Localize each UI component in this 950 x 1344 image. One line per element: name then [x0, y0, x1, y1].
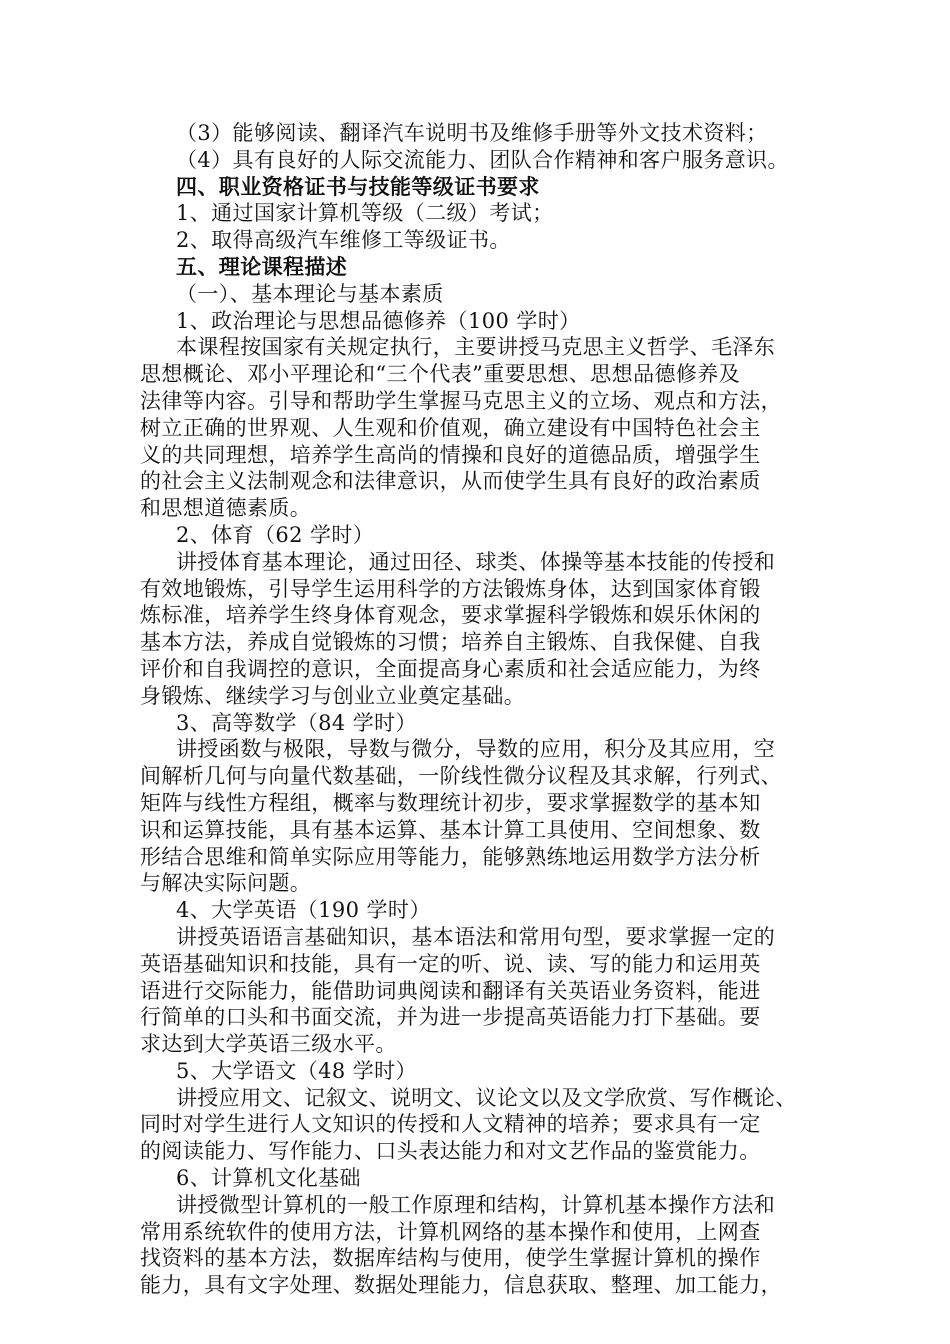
text-line: 找资料的基本方法，数据库结构与使用，使学生掌握计算机的操作	[140, 1246, 761, 1271]
text-line: 求达到大学英语三级水平。	[140, 1032, 397, 1057]
text-line: 识和运算技能，具有基本运算、基本计算工具使用、空间想象、数	[140, 817, 761, 842]
text-line: 评价和自我调控的意识，全面提高身心素质和社会适应能力，为终	[140, 656, 761, 681]
text-line: 的社会主义法制观念和法律意识，从而使学生具有良好的政治素质	[140, 469, 761, 494]
text-line: 英语基础知识和技能，具有一定的听、说、读、写的能力和运用英	[140, 951, 761, 976]
document-page	[140, 120, 830, 1299]
text-line: 讲授体育基本理论，通过田径、球类、体操等基本技能的传授和	[176, 549, 776, 574]
text-line: 和思想道德素质。	[140, 496, 312, 521]
text-line: （3）能够阅读、翻译汽车说明书及维修手册等外文技术资料；	[176, 121, 768, 145]
text-line: 4、大学英语（190 学时）	[176, 898, 431, 923]
text-line: 树立正确的世界观、人生观和价值观，确立建设有中国特色社会主	[140, 415, 761, 440]
text-line: 讲授英语语言基础知识，基本语法和常用句型，要求掌握一定的	[176, 924, 776, 949]
section-heading: 四、职业资格证书与技能等级证书要求	[176, 174, 540, 199]
text-line: （一）、基本理论与基本素质	[176, 281, 444, 306]
text-line: 的阅读能力、写作能力、口头表达能力和对文艺作品的鉴赏能力。	[140, 1139, 761, 1164]
text-line: 义的共同理想，培养学生高尚的情操和良好的道德品质，增强学生	[140, 442, 761, 467]
text-line: 思想概论、邓小平理论和“三个代表”重要思想、思想品德修养及	[140, 362, 741, 387]
text-line: 矩阵与线性方程组，概率与数理统计初步，要求掌握数学的基本知	[140, 790, 761, 815]
text-line: 2、取得高级汽车维修工等级证书。	[176, 228, 511, 253]
text-line: 同时对学生进行人文知识的传授和人文精神的培养；要求具有一定	[140, 1112, 761, 1137]
text-line: 2、体育（62 学时）	[176, 522, 375, 547]
text-line: （4）具有良好的人际交流能力、团队合作精神和客户服务意识。	[176, 147, 789, 172]
text-line: 讲授函数与极限，导数与微分，导数的应用，积分及其应用，空	[176, 737, 776, 762]
text-line: 常用系统软件的使用方法，计算机网络的基本操作和使用，上网查	[140, 1219, 761, 1244]
text-line: 6、计算机文化基础	[176, 1166, 361, 1191]
text-line: 行简单的口头和书面交流，并为进一步提高英语能力打下基础。要	[140, 1005, 761, 1030]
text-line: 1、通过国家计算机等级（二级）考试；	[176, 201, 554, 226]
text-line: 讲授微型计算机的一般工作原理和结构，计算机基本操作方法和	[176, 1192, 776, 1217]
text-line: 炼标准，培养学生终身体育观念，要求掌握科学锻炼和娱乐休闲的	[140, 603, 761, 628]
text-line: 间解析几何与向量代数基础，一阶线性微分议程及其求解，行列式、	[140, 764, 782, 789]
text-line: 1、政治理论与思想品德修养（100 学时）	[176, 308, 581, 333]
text-line: 5、大学语文（48 学时）	[176, 1058, 417, 1083]
text-line: 3、高等数学（84 学时）	[176, 710, 417, 735]
text-line: 有效地锻炼，引导学生运用科学的方法锻炼身体，达到国家体育锻	[140, 576, 761, 601]
text-line: 能力，具有文字处理、数据处理能力，信息获取、整理、加工能力，	[140, 1273, 782, 1298]
text-line: 本课程按国家有关规定执行，主要讲授马克思主义哲学、毛泽东	[176, 335, 776, 360]
text-line: 法律等内容。引导和帮助学生掌握马克思主义的立场、观点和方法，	[140, 388, 782, 413]
text-line: 基本方法，养成自觉锻炼的习惯；培养自主锻炼、自我保健、自我	[140, 630, 761, 655]
text-line: 身锻炼、继续学习与创业立业奠定基础。	[140, 683, 526, 708]
text-line: 与解决实际问题。	[140, 871, 312, 896]
text-line: 形结合思维和简单实际应用等能力，能够熟练地运用数学方法分析	[140, 844, 761, 869]
section-heading: 五、理论课程描述	[176, 254, 348, 279]
text-line: 讲授应用文、记叙文、说明文、议论文以及文学欣赏、写作概论、	[176, 1085, 797, 1110]
text-line: 语进行交际能力，能借助词典阅读和翻译有关英语业务资料，能进	[140, 978, 761, 1003]
